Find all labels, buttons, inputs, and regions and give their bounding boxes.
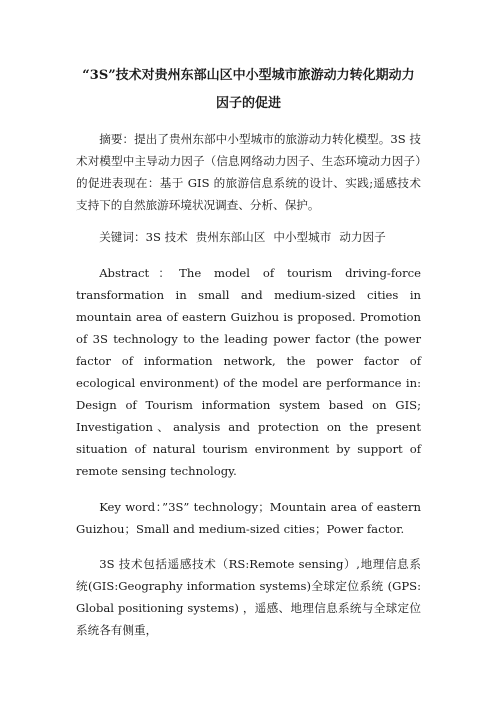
keyword-item: 3S 技术 [145,230,188,244]
chinese-keywords [76,226,421,248]
english-abstract: Abstract：The model of tourism driving-force transformation in small and medium-sized cities in mountain area of eastern Guizhou is proposed. Promotion of 3S technology to the leading power factor (the power factor of information network, the power factor of ecological environment) of the model are performance in: Design of Tourism information system based on GIS; Investigation、analysis and protection on the present situation of natural tourism environment by support of remote sensing technology. [76,266,421,478]
english-keywords: Key word：”3S” technology；Mountain area of eastern Guizhou；Small and medium-sized cities；Power factor. [76,500,421,536]
body-paragraph: 3S 技术包括遥感技术（RS:Remote sensing）,地理信息系统(GIS:Geography information systems)全球定位系统 (GPS: Global positioning systems) ，遥感、地理信息系统与全球定位系统各有侧重， [76,557,421,637]
keyword-item: 贵州东部山区 [195,230,266,244]
chinese-abstract: 摘要：提出了贵州东部中小型城市的旅游动力转化模型。3S 技术对模型中主导动力因子（信息网络动力因子、生态环境动力因子）的促进表现在：基于 GIS 的旅游信息系统的设计、实践;遥感技术支持下的自然旅游环境状况调查、分析、保护。 [76,132,421,212]
keyword-item: 中小型城市 [273,230,332,244]
keyword-item: 动力因子 [339,230,386,244]
keywords-label: 关键词： [99,230,146,244]
document-content [76,62,421,641]
document-title: “3S”技术对贵州东部山区中小型城市旅游动力转化期动力因子的促进 [82,68,415,111]
